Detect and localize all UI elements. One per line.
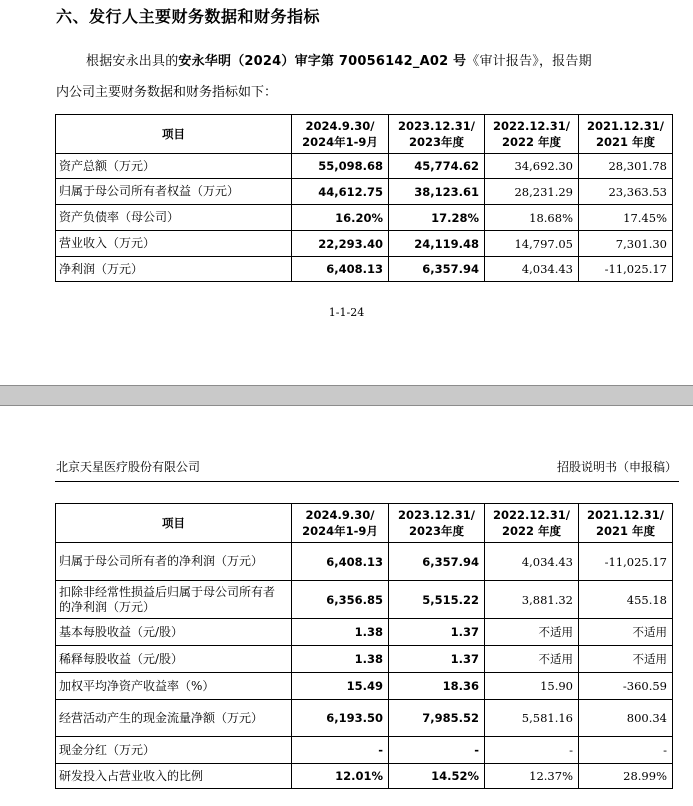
row-label: 营业收入（万元） xyxy=(56,231,292,257)
table-cell: 17.28% xyxy=(389,205,485,231)
intro-line-2: 内公司主要财务数据和财务指标如下： xyxy=(56,85,278,100)
table-cell: 1.37 xyxy=(389,646,485,673)
table-cell: 16.20% xyxy=(292,205,389,231)
table-cell: 800.34 xyxy=(579,700,673,737)
table-cell: 34,692.30 xyxy=(485,154,579,179)
table-cell: 6,193.50 xyxy=(292,700,389,737)
table-cell: 6,408.13 xyxy=(292,257,389,282)
intro-text-b: 《审计报告》，报告期 xyxy=(466,54,592,69)
row-label: 稀释每股收益（元/股） xyxy=(56,646,292,673)
table-cell: 1.38 xyxy=(292,619,389,646)
table-row xyxy=(56,673,673,700)
table-row xyxy=(56,154,673,179)
column-header-period: 2024.9.30/ 2024年1-9月 xyxy=(292,504,389,543)
table-row xyxy=(56,700,673,737)
table-cell: 24,119.48 xyxy=(389,231,485,257)
table-cell: -11,025.17 xyxy=(579,257,673,282)
table-row xyxy=(56,179,673,205)
table-row xyxy=(56,619,673,646)
table-cell: - xyxy=(389,737,485,764)
table-cell: -11,025.17 xyxy=(579,543,673,581)
table-cell: 45,774.62 xyxy=(389,154,485,179)
table-cell: 12.37% xyxy=(485,764,579,789)
table-row xyxy=(56,257,673,282)
table-cell: - xyxy=(579,737,673,764)
table-cell: 38,123.61 xyxy=(389,179,485,205)
table-cell: 5,581.16 xyxy=(485,700,579,737)
table-cell: 不适用 xyxy=(485,646,579,673)
table-cell: 6,356.85 xyxy=(292,581,389,619)
table-cell: 28,301.78 xyxy=(579,154,673,179)
column-header-item: 项目 xyxy=(56,115,292,154)
table-cell: 28.99% xyxy=(579,764,673,789)
page-number: 1-1-24 xyxy=(328,306,365,319)
table-row xyxy=(56,581,673,619)
table-cell: 4,034.43 xyxy=(485,257,579,282)
table-cell: 15.90 xyxy=(485,673,579,700)
table-cell: 44,612.75 xyxy=(292,179,389,205)
column-header-period: 2021.12.31/ 2021 年度 xyxy=(579,504,673,543)
page-separator xyxy=(0,385,693,406)
table-row xyxy=(56,543,673,581)
table-cell: 12.01% xyxy=(292,764,389,789)
company-name-header: 北京天星医疗股份有限公司 xyxy=(56,460,201,474)
table-cell: 6,408.13 xyxy=(292,543,389,581)
table-header-row xyxy=(56,115,673,154)
table-cell: 55,098.68 xyxy=(292,154,389,179)
row-label: 现金分红（万元） xyxy=(56,737,292,764)
table-cell: 5,515.22 xyxy=(389,581,485,619)
table-cell: 1.38 xyxy=(292,646,389,673)
table-cell: 1.37 xyxy=(389,619,485,646)
column-header-period: 2023.12.31/ 2023年度 xyxy=(389,115,485,154)
intro-paragraph xyxy=(56,46,676,108)
column-header-period: 2022.12.31/ 2022 年度 xyxy=(485,504,579,543)
row-label: 基本每股收益（元/股） xyxy=(56,619,292,646)
row-label: 研发投入占营业收入的比例 xyxy=(56,764,292,789)
table-row xyxy=(56,205,673,231)
table-cell: 455.18 xyxy=(579,581,673,619)
table-row xyxy=(56,231,673,257)
table-cell: -360.59 xyxy=(579,673,673,700)
table-row xyxy=(56,646,673,673)
table-cell: - xyxy=(292,737,389,764)
table-cell: 15.49 xyxy=(292,673,389,700)
financial-table-2 xyxy=(55,503,673,789)
row-label: 归属于母公司所有者的净利润（万元） xyxy=(56,543,292,581)
table-cell: 7,985.52 xyxy=(389,700,485,737)
intro-text-a: 根据安永出具的 xyxy=(86,54,179,69)
table-cell: 17.45% xyxy=(579,205,673,231)
table-cell: 不适用 xyxy=(579,619,673,646)
table-row xyxy=(56,737,673,764)
table-cell: 22,293.40 xyxy=(292,231,389,257)
column-header-period: 2024.9.30/ 2024年1-9月 xyxy=(292,115,389,154)
financial-table-1 xyxy=(55,114,673,282)
row-label: 加权平均净资产收益率（%） xyxy=(56,673,292,700)
table-cell: 6,357.94 xyxy=(389,257,485,282)
intro-line-1 xyxy=(56,46,676,77)
row-label: 归属于母公司所有者权益（万元） xyxy=(56,179,292,205)
row-label: 扣除非经常性损益后归属于母公司所有者的净利润（万元） xyxy=(56,581,292,619)
document-page-1 xyxy=(0,0,693,385)
table-cell: 14.52% xyxy=(389,764,485,789)
table-cell: 14,797.05 xyxy=(485,231,579,257)
document-page-2 xyxy=(0,406,693,806)
table-cell: 3,881.32 xyxy=(485,581,579,619)
table-cell: 不适用 xyxy=(579,646,673,673)
column-header-period: 2023.12.31/ 2023年度 xyxy=(389,504,485,543)
table-cell: 18.68% xyxy=(485,205,579,231)
row-label: 资产负债率（母公司） xyxy=(56,205,292,231)
row-label: 经营活动产生的现金流量净额（万元） xyxy=(56,700,292,737)
table-cell: 不适用 xyxy=(485,619,579,646)
table-cell: 6,357.94 xyxy=(389,543,485,581)
section-title: 六、发行人主要财务数据和财务指标 xyxy=(56,7,321,26)
table-row xyxy=(56,764,673,789)
table-cell: 18.36 xyxy=(389,673,485,700)
table-cell: 7,301.30 xyxy=(579,231,673,257)
table-cell: 23,363.53 xyxy=(579,179,673,205)
table-header-row xyxy=(56,504,673,543)
column-header-period: 2021.12.31/ 2021 年度 xyxy=(579,115,673,154)
table-cell: 4,034.43 xyxy=(485,543,579,581)
row-label: 资产总额（万元） xyxy=(56,154,292,179)
column-header-period: 2022.12.31/ 2022 年度 xyxy=(485,115,579,154)
document-type-header: 招股说明书（申报稿） xyxy=(556,460,677,474)
audit-report-number: 安永华明（2024）审字第 70056142_A02 号 xyxy=(178,54,467,69)
column-header-item: 项目 xyxy=(56,504,292,543)
row-label: 净利润（万元） xyxy=(56,257,292,282)
header-rule xyxy=(55,481,679,482)
table-cell: - xyxy=(485,737,579,764)
table-cell: 28,231.29 xyxy=(485,179,579,205)
